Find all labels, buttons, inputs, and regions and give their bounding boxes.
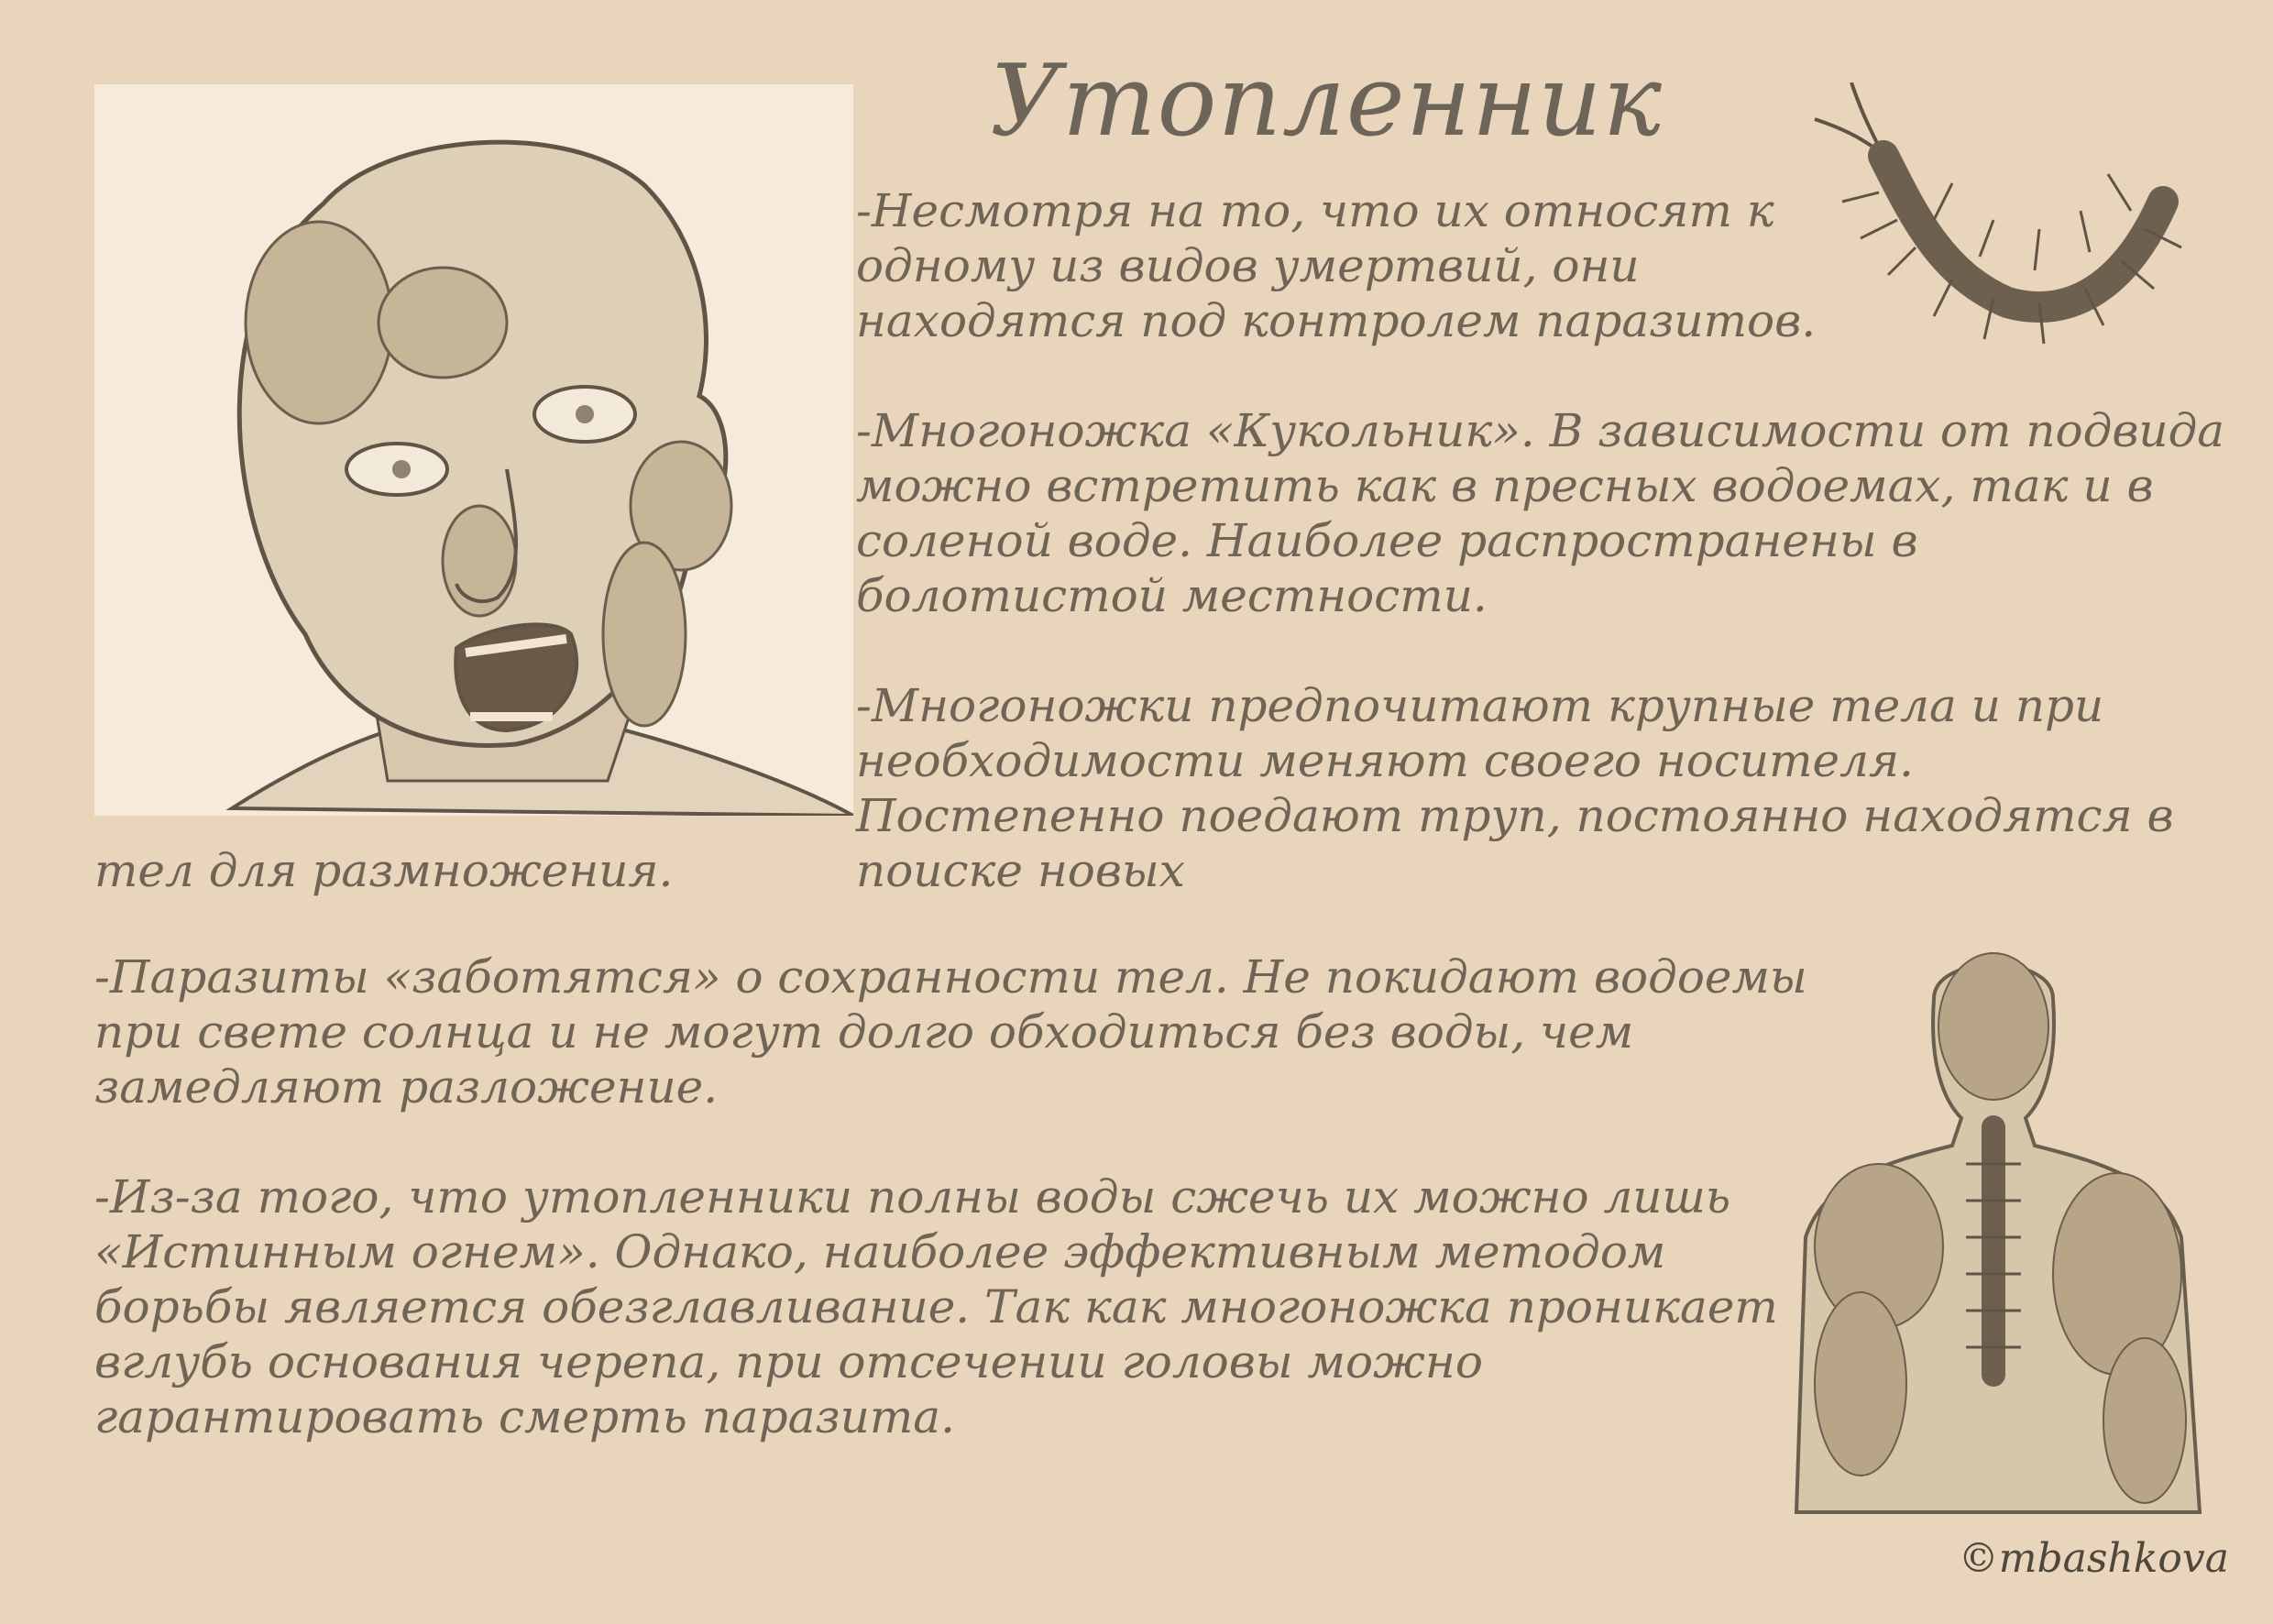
paragraph-parasite-control: -Несмотря на то, что их относят к одному из видов умертвий, они находятся под контролем паразитов. <box>856 184 1817 347</box>
centipede-illustration <box>1796 82 2200 357</box>
paragraph-host-preference-continued: тел для размножения. <box>94 844 674 897</box>
paragraph-host-preference: -Многоножки предпочитают крупные тела и при необходимости меняют своего носителя. Постепенно поедают труп, постоянно находятся в поиске новых <box>856 679 2174 897</box>
paragraph-killing-method: -Из-за того, что утопленники полны воды сжечь их можно лишь «Истинным огнем». Однако, наиболее эффективным методом борьбы является обезглавливание. Так как многоножка проникает вглубь основания черепа, при отсечении головы можно гарантировать смерть паразита. <box>94 1170 1778 1443</box>
author-credit: ©mbashkova <box>1958 1535 2229 1582</box>
paragraph-centipede-puppeteer: -Многоножка «Кукольник». В зависимости от подвида можно встретить как в пресных водоемах, так и в соленой воде. Наиболее распространены в болотистой местности. <box>856 404 2225 622</box>
paragraph-body-preservation: -Паразиты «заботятся» о сохранности тел. Не покидают водоемы при свете солнца и не могут долго обходиться без воды, чем замедляют разложение. <box>94 950 1807 1114</box>
page-title: Утопленник <box>990 44 1664 159</box>
drowned-portrait-illustration <box>94 84 853 816</box>
infested-torso-illustration <box>1778 944 2209 1540</box>
